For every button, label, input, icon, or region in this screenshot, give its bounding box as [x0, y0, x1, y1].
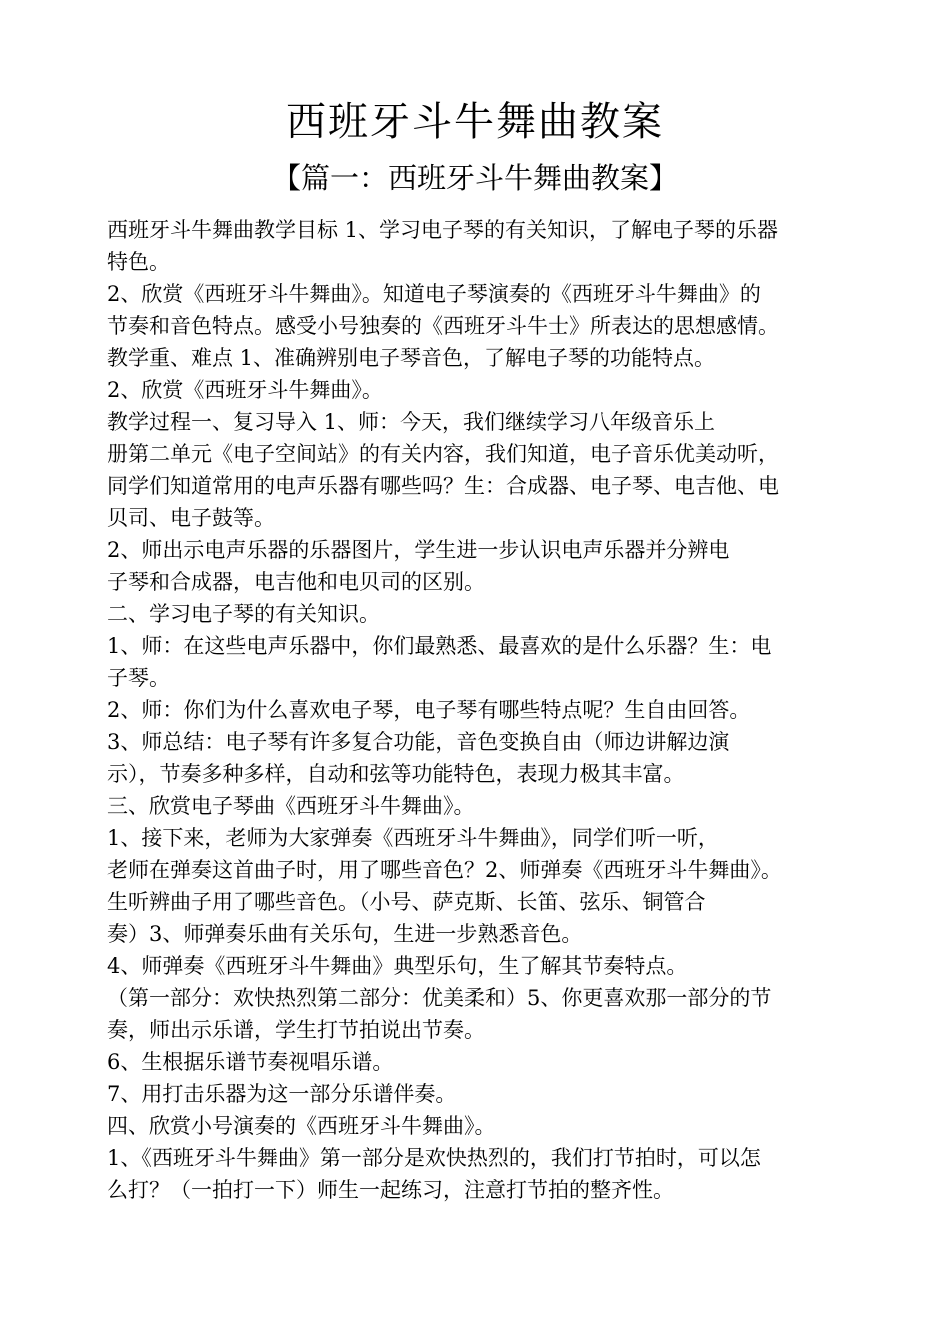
- text-line: 西班牙斗牛舞曲教学目标 1、学习电子琴的有关知识，了解电子琴的乐器: [107, 218, 779, 242]
- text-line: 2、师：你们为什么喜欢电子琴，电子琴有哪些特点呢？生自由回答。: [107, 698, 751, 722]
- text-line: 同学们知道常用的电声乐器有哪些吗？生：合成器、电子琴、电吉他、电: [107, 474, 779, 498]
- text-line: 贝司、电子鼓等。: [107, 506, 275, 530]
- text-line: 三、欣赏电子琴曲《西班牙斗牛舞曲》。: [107, 794, 475, 818]
- text-line: 四、欣赏小号演奏的《西班牙斗牛舞曲》。: [107, 1114, 496, 1138]
- text-line: 子琴和合成器，电吉他和电贝司的区别。: [107, 570, 485, 594]
- text-line: 示），节奏多种多样，自动和弦等功能特色，表现力极其丰富。: [107, 762, 685, 786]
- text-line: 2、师出示电声乐器的乐器图片，学生进一步认识电声乐器并分辨电: [107, 538, 730, 562]
- text-line: 6、生根据乐谱节奏视唱乐谱。: [107, 1050, 394, 1074]
- text-line: 生听辨曲子用了哪些音色。（小号、萨克斯、长笛、弦乐、铜管合: [107, 890, 706, 914]
- text-line: 教学过程一、复习导入 1、师：今天，我们继续学习八年级音乐上: [107, 410, 716, 434]
- document-title: 西班牙斗牛舞曲教案: [286, 99, 664, 145]
- text-line: 7、用打击乐器为这一部分乐谱伴奏。: [107, 1082, 457, 1106]
- text-line: 册第二单元《电子空间站》的有关内容，我们知道，电子音乐优美动听，: [107, 442, 779, 466]
- text-line: 教学重、难点 1、准确辨别电子琴音色，了解电子琴的功能特点。: [107, 346, 716, 370]
- text-line: 3、师总结：电子琴有许多复合功能，音色变换自由（师边讲解边演: [107, 730, 730, 754]
- text-line: 奏，师出示乐谱，学生打节拍说出节奏。: [107, 1018, 485, 1042]
- text-line: 1、师：在这些电声乐器中，你们最熟悉、最喜欢的是什么乐器？生：电: [107, 634, 772, 658]
- text-line: 特色。: [107, 250, 170, 274]
- document-body: [107, 214, 867, 1206]
- text-line: 1、《西班牙斗牛舞曲》第一部分是欢快热烈的，我们打节拍时，可以怎: [107, 1146, 761, 1170]
- text-line: 老师在弹奏这首曲子时，用了哪些音色？2、师弹奏《西班牙斗牛舞曲》。: [107, 858, 782, 882]
- text-line: 4、师弹奏《西班牙斗牛舞曲》典型乐句，生了解其节奏特点。: [107, 954, 688, 978]
- text-line: 么打？（一拍打一下）师生一起练习，注意打节拍的整齐性。: [107, 1178, 674, 1202]
- text-line: 二、学习电子琴的有关知识。: [107, 602, 380, 626]
- text-line: 2、欣赏《西班牙斗牛舞曲》。知道电子琴演奏的《西班牙斗牛舞曲》的: [107, 282, 761, 306]
- text-line: 奏）3、师弹奏乐曲有关乐句，生进一步熟悉音色。: [107, 922, 583, 946]
- text-line: 子琴。: [107, 666, 170, 690]
- section-heading: 【篇一：西班牙斗牛舞曲教案】: [271, 161, 678, 195]
- text-line: 1、接下来，老师为大家弹奏《西班牙斗牛舞曲》，同学们听一听，: [107, 826, 719, 850]
- text-line: （第一部分：欢快热烈第二部分：优美柔和）5、你更喜欢那一部分的节: [107, 986, 772, 1010]
- text-line: 2、欣赏《西班牙斗牛舞曲》。: [107, 378, 383, 402]
- text-line: 节奏和音色特点。感受小号独奏的《西班牙斗牛士》所表达的思想感情。: [107, 314, 779, 338]
